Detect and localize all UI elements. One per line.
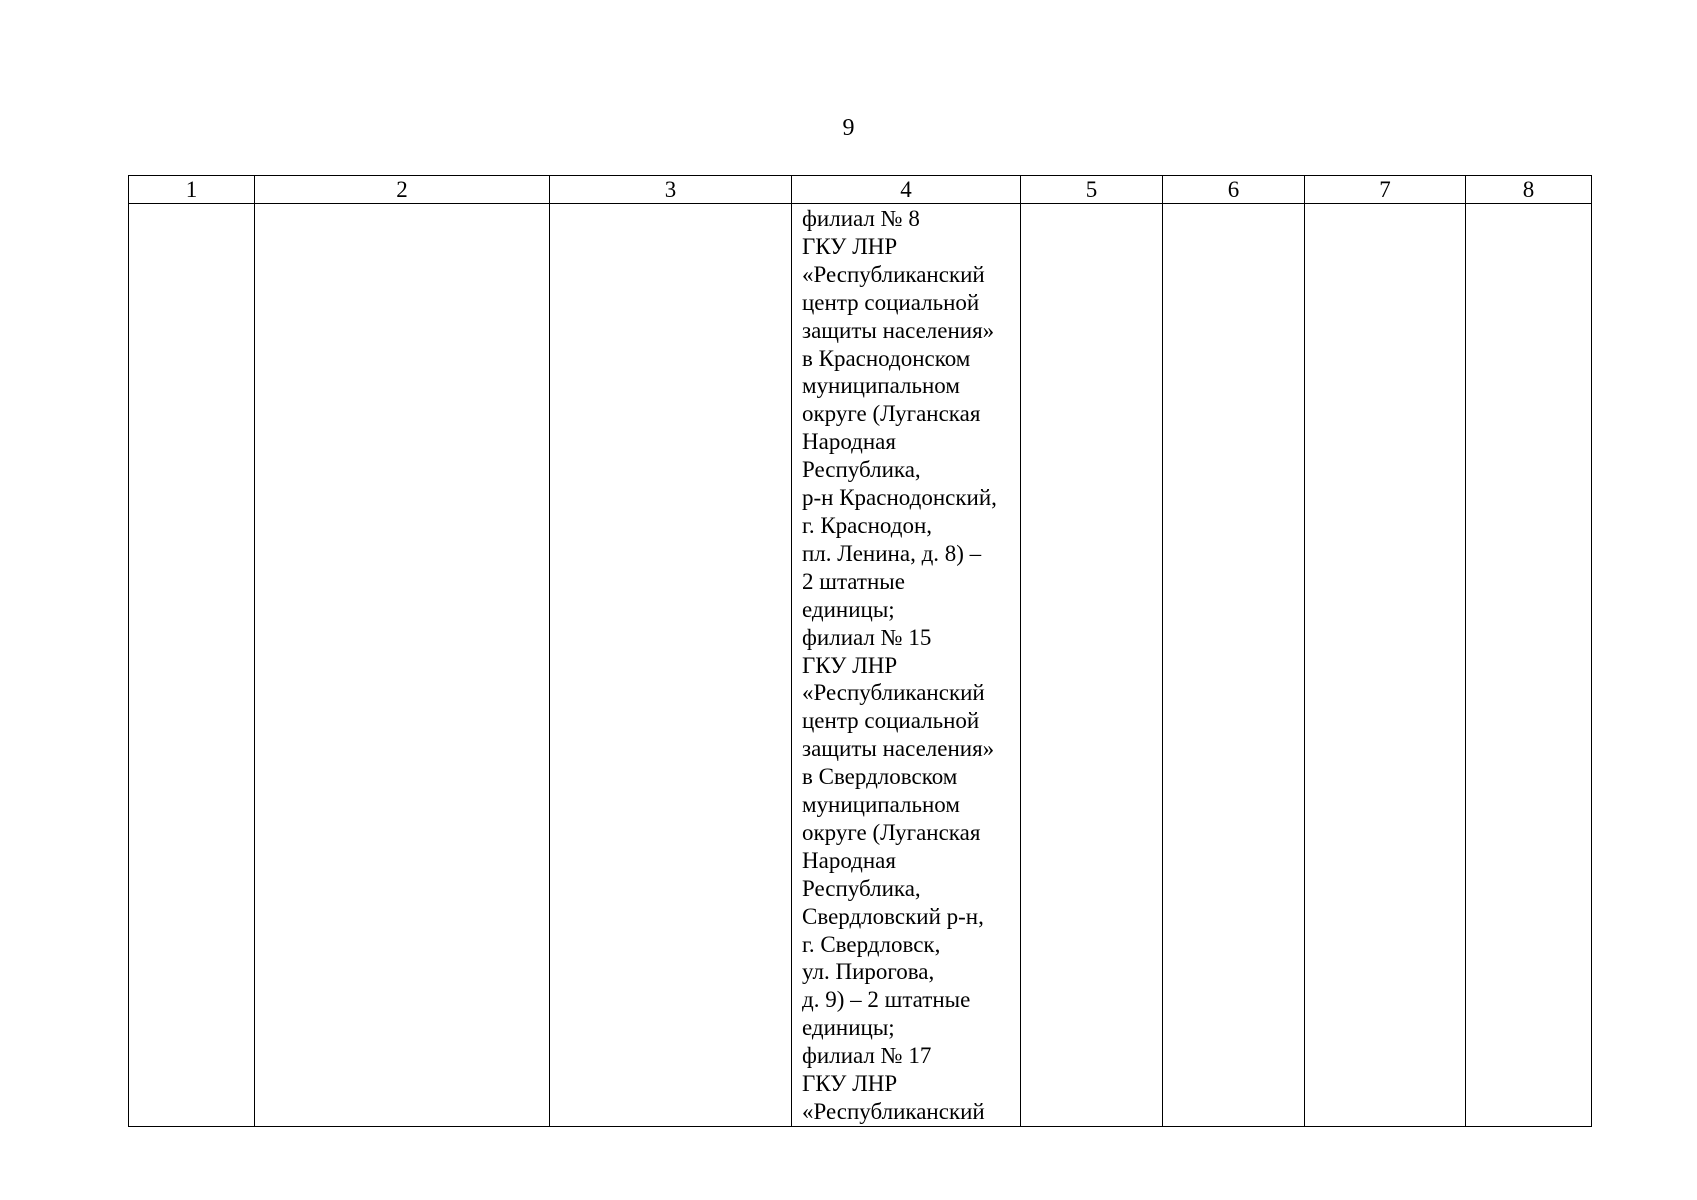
column-header-5: 5	[1021, 176, 1163, 204]
text-line: д. 9) – 2 штатные	[802, 987, 971, 1013]
cell-col-7	[1305, 204, 1466, 1127]
column-header-2: 2	[255, 176, 550, 204]
text-line: муниципальном	[802, 792, 960, 818]
page-number: 9	[842, 115, 855, 141]
column-header-3: 3	[550, 176, 792, 204]
text-line: «Республиканский	[802, 1099, 985, 1124]
cell-col-6	[1163, 204, 1305, 1127]
text-line: г. Краснодон,	[802, 512, 933, 538]
text-line: филиал № 8	[802, 206, 920, 231]
text-line: филиал № 15	[802, 624, 932, 650]
text-line: ГКУ ЛНР	[802, 233, 898, 259]
text-line: единицы;	[802, 1015, 895, 1041]
branch-list-text	[792, 204, 1020, 1126]
column-header-4: 4	[792, 176, 1021, 204]
text-line: Народная	[802, 847, 896, 873]
text-line: в Свердловском	[802, 764, 958, 790]
text-line: г. Свердловск,	[802, 931, 941, 957]
table-header-row	[129, 176, 1592, 204]
text-line: центр социальной	[802, 289, 980, 315]
cell-col-2	[255, 204, 550, 1127]
text-line: защиты населения»	[802, 317, 995, 343]
text-line: Народная	[802, 429, 896, 455]
text-line: защиты населения»	[802, 736, 995, 762]
document-table	[128, 175, 1592, 1127]
text-line: ГКУ ЛНР	[802, 1071, 898, 1097]
column-header-6: 6	[1163, 176, 1305, 204]
cell-col-5	[1021, 204, 1163, 1127]
text-line: ул. Пирогова,	[802, 959, 935, 985]
text-line: муниципальном	[802, 373, 960, 399]
text-line: филиал № 17	[802, 1043, 932, 1069]
table-row	[129, 204, 1592, 1127]
text-line: округе (Луганская	[802, 401, 981, 427]
text-line: пл. Ленина, д. 8) –	[802, 540, 982, 566]
cell-col-4	[792, 204, 1021, 1127]
column-header-7: 7	[1305, 176, 1466, 204]
text-line: округе (Луганская	[802, 819, 981, 845]
text-line: в Краснодонском	[802, 345, 971, 371]
text-line: «Республиканский	[802, 680, 985, 706]
text-line: Республика,	[802, 457, 921, 483]
cell-col-1	[129, 204, 255, 1127]
text-line: Свердловский р-н,	[802, 903, 984, 929]
text-line: центр социальной	[802, 708, 980, 734]
text-line: единицы;	[802, 596, 895, 622]
text-line: Республика,	[802, 875, 921, 901]
column-header-1: 1	[129, 176, 255, 204]
text-line: ГКУ ЛНР	[802, 652, 898, 678]
column-header-8: 8	[1466, 176, 1592, 204]
cell-col-3	[550, 204, 792, 1127]
text-line: 2 штатные	[802, 568, 905, 594]
text-line: «Республиканский	[802, 261, 985, 287]
cell-col-8	[1466, 204, 1592, 1127]
text-line: р-н Краснодонский,	[802, 485, 997, 511]
